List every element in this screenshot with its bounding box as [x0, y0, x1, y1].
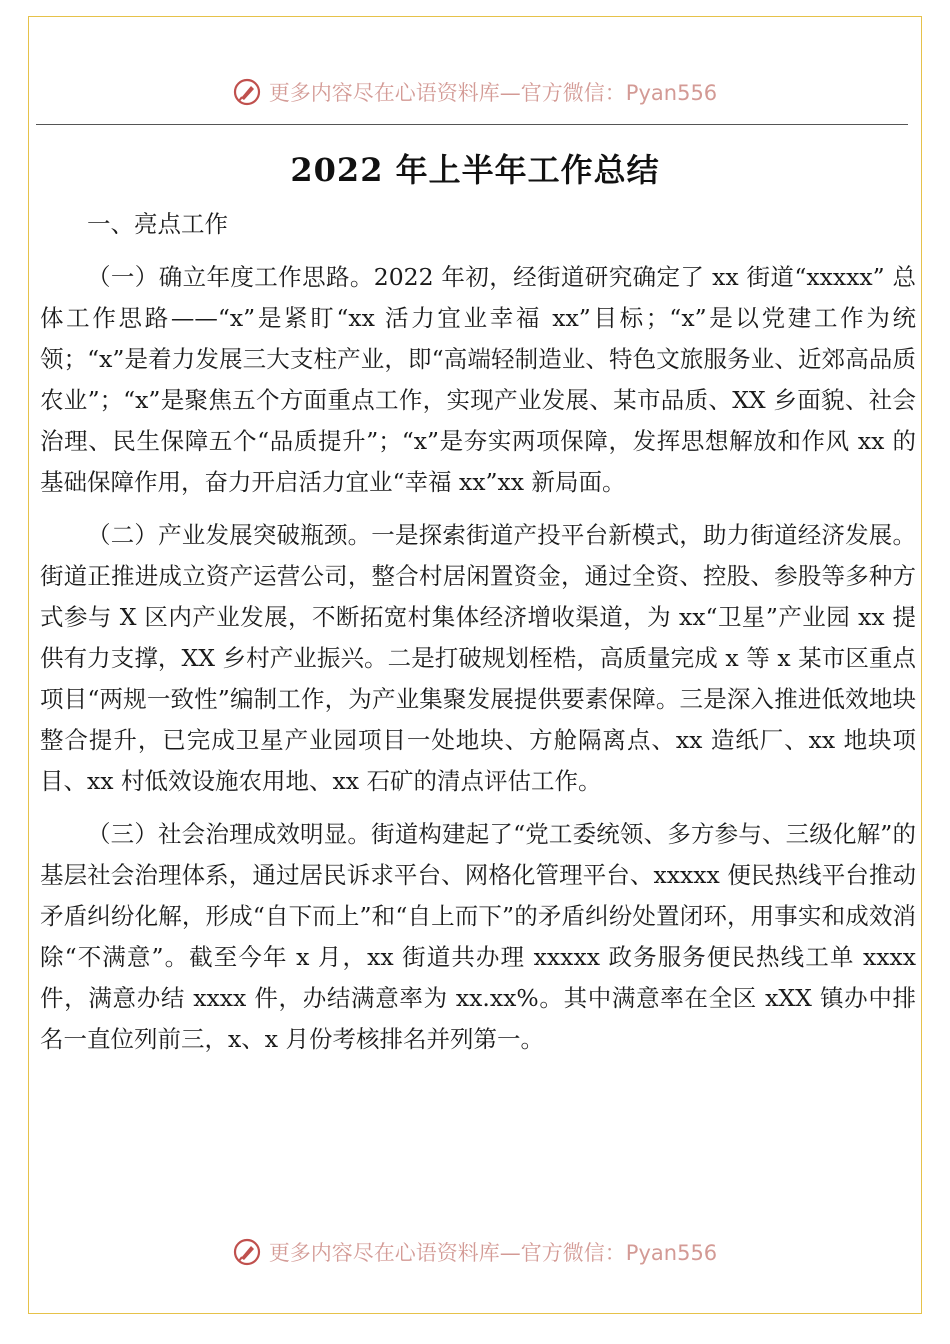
watermark-header-text: 更多内容尽在心语资料库—官方微信：Pyan556	[268, 81, 718, 105]
document-body	[40, 204, 916, 1072]
document-title: 2022 年上半年工作总结	[290, 151, 660, 189]
watermark-footer	[0, 1238, 950, 1268]
header-divider	[36, 124, 908, 125]
paragraph: （一）确立年度工作思路。2022 年初，经街道研究确定了 xx 街道“xxxxx” 总体工作思路——“x”是紧盯“xx 活力宜业幸福 xx”目标；“x”是以党建工作为统领；“x”是着力发展三大支柱产业，即“高端轻制造业、特色文旅服务业、近郊高品质农业”；“x”是聚焦五个方面重点工作，实现产业发展、某市品质、XX 乡面貌、社会治理、民生保障五个“品质提升”；“x”是夯实两项保障，发挥思想解放和作风 xx 的基础保障作用，奋力开启活力宜业“幸福 xx”xx 新局面。	[40, 263, 916, 496]
watermark-header	[0, 78, 950, 108]
watermark-footer-text: 更多内容尽在心语资料库—官方微信：Pyan556	[268, 1241, 718, 1265]
paragraph: （二）产业发展突破瓶颈。一是探索街道产投平台新模式，助力街道经济发展。街道正推进成立资产运营公司，整合村居闲置资金，通过全资、控股、参股等多种方式参与 X 区内产业发展，不断拓宽村集体经济增收渠道，为 xx“卫星”产业园 xx 提供有力支撑，XX 乡村产业振兴。二是打破规划桎梏，高质量完成 x 等 x 某市区重点项目“两规一致性”编制工作，为产业集聚发展提供要素保障。三是深入推进低效地块整合提升，已完成卫星产业园项目一处地块、方舱隔离点、xx 造纸厂、xx 地块项目、xx 村低效设施农用地、xx 石矿的清点评估工作。	[40, 521, 916, 795]
pen-circle-icon	[233, 78, 261, 106]
section-heading: 一、亮点工作	[87, 210, 228, 238]
pen-circle-icon	[233, 1238, 261, 1266]
paragraph: （三）社会治理成效明显。街道构建起了“党工委统领、多方参与、三级化解”的基层社会治理体系，通过居民诉求平台、网格化管理平台、xxxxx 便民热线平台推动矛盾纠纷化解，形成“自下而上”和“自上而下”的矛盾纠纷处置闭环，用事实和成效消除“不满意”。截至今年 x 月，xx 街道共办理 xxxxx 政务服务便民热线工单 xxxx 件，满意办结 xxxx 件，办结满意率为 xx.xx%。其中满意率在全区 xXX 镇办中排名一直位列前三，x、x 月份考核排名并列第一。	[40, 820, 916, 1053]
